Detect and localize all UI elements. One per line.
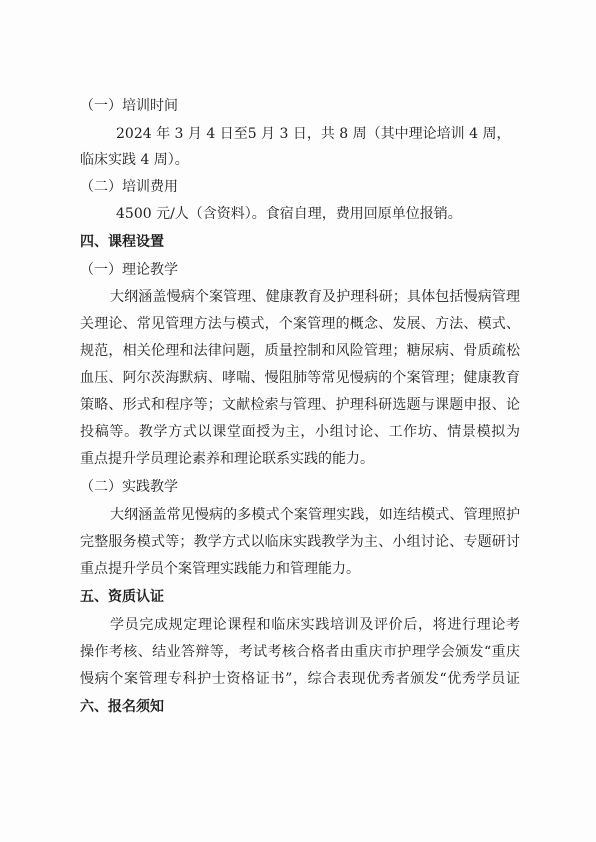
paragraph-line: 临床实践 4 周）。 bbox=[80, 152, 189, 168]
section-title-qualification: 五、资质认证 bbox=[80, 589, 164, 605]
paragraph-line: 策略、形式和程序等；文献检索与管理、护理科研选题与课题申报、论 bbox=[80, 397, 520, 413]
paragraph-line: 大纲涵盖慢病个案管理、健康教育及护理科研；具体包括慢病管理 bbox=[110, 289, 520, 305]
subsection-title-training-time: （一）培训时间 bbox=[80, 98, 178, 114]
subsection-title-theory-teaching: （一）理论教学 bbox=[80, 262, 178, 278]
paragraph-line: 重点提升学员个案管理实践能力和管理能力。 bbox=[80, 561, 360, 577]
section-title-course-setting: 四、课程设置 bbox=[80, 234, 164, 250]
paragraph-line: 血压、阿尔茨海默病、哮喘、慢阻肺等常见慢病的个案管理；健康教育 bbox=[80, 370, 520, 386]
paragraph-line: 慢病个案管理专科护士资格证书”，综合表现优秀者颁发“优秀学员证 bbox=[80, 671, 520, 687]
paragraph-line: 学员完成规定理论课程和临床实践培训及评价后，将进行理论考 bbox=[110, 617, 520, 633]
paragraph-line: 2024 年 3 月 4 日至5 月 3 日，共 8 周（其中理论培训 4 周， bbox=[116, 126, 511, 142]
paragraph-line: 操作考核、结业答辩等，考试考核合格者由重庆市护理学会颁发“重庆 bbox=[80, 644, 520, 660]
paragraph-line: 投稿等。教学方式以课堂面授为主，小组讨论、工作坊、情景模拟为 bbox=[80, 424, 520, 440]
paragraph-line: 重点提升学员理论素养和理论联系实践的能力。 bbox=[80, 451, 374, 467]
paragraph-line: 规范，相关伦理和法律问题，质量控制和风险管理；糖尿病、骨质疏松 bbox=[80, 343, 520, 359]
subsection-title-training-fee: （二）培训费用 bbox=[80, 179, 178, 195]
subsection-title-practice-teaching: （二）实践教学 bbox=[80, 479, 178, 495]
paragraph-line: 关理论、常见管理方法与模式，个案管理的概念、发展、方法、模式、 bbox=[80, 316, 520, 332]
paragraph-line: 完整服务模式等；教学方式以临床实践教学为主、小组讨论、专题研讨 bbox=[80, 534, 520, 550]
section-title-registration: 六、报名须知 bbox=[80, 699, 164, 715]
paragraph-line: 大纲涵盖常见慢病的多模式个案管理实践，如连结模式、管理照护 bbox=[110, 507, 520, 523]
paragraph-line: 4500 元/人（含资料）。食宿自理，费用回原单位报销。 bbox=[116, 206, 462, 222]
